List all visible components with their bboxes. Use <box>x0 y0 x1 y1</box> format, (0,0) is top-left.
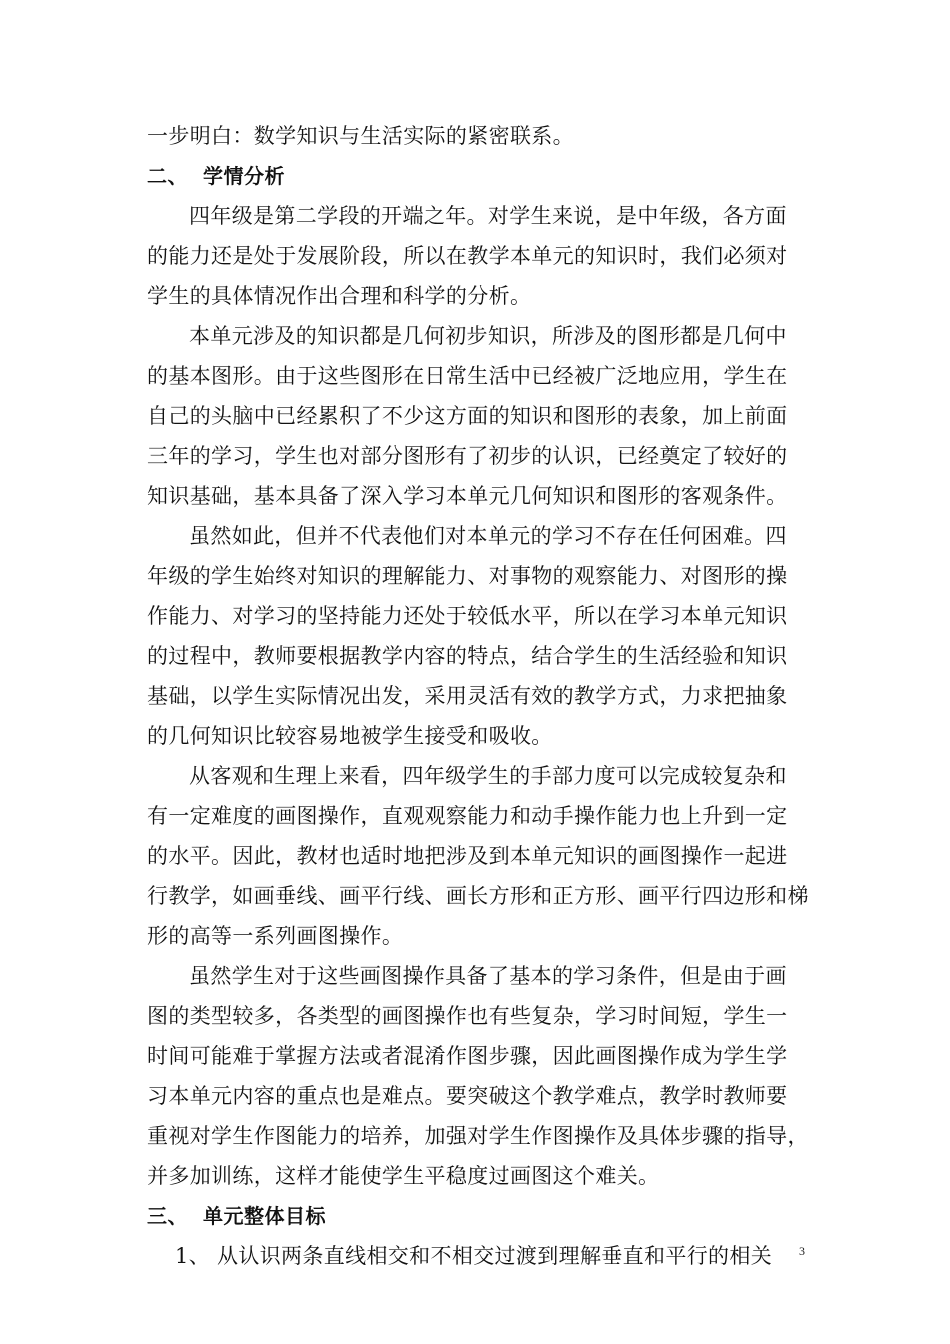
text-line: 的水平。因此，教材也适时地把涉及到本单元知识的画图操作一起进 <box>147 844 788 868</box>
text-line: 的过程中，教师要根据教学内容的特点，结合学生的生活经验和知识 <box>147 644 788 668</box>
page-number: 3 <box>799 1244 805 1258</box>
section-number: 二、 <box>147 164 188 188</box>
text-line: 虽然学生对于这些画图操作具备了基本的学习条件，但是由于画 <box>189 964 787 988</box>
section-title: 学情分析 <box>203 164 285 188</box>
text-line: 知识基础，基本具备了深入学习本单元几何知识和图形的客观条件。 <box>147 484 788 508</box>
list-item-text: 从认识两条直线相交和不相交过渡到理解垂直和平行的相关 <box>217 1244 773 1268</box>
text-line: 四年级是第二学段的开端之年。对学生来说，是中年级，各方面 <box>189 204 787 228</box>
text-line: 虽然如此，但并不代表他们对本单元的学习不存在任何困难。四 <box>189 524 787 548</box>
text-line: 形的高等一系列画图操作。 <box>147 924 404 948</box>
text-line: 作能力、对学习的坚持能力还处于较低水平，所以在学习本单元知识 <box>147 604 788 628</box>
text-line: 的几何知识比较容易地被学生接受和吸收。 <box>147 724 553 748</box>
section-number: 三、 <box>147 1204 188 1228</box>
text-line: 有一定难度的画图操作，直观观察能力和动手操作能力也上升到一定 <box>147 804 788 828</box>
text-line: 行教学，如画垂线、画平行线、画长方形和正方形、画平行四边形和梯 <box>147 884 809 908</box>
list-item-number: 1、 <box>175 1244 211 1268</box>
text-line: 三年的学习，学生也对部分图形有了初步的认识，已经奠定了较好的 <box>147 444 788 468</box>
text-line: 基础，以学生实际情况出发，采用灵活有效的教学方式，力求把抽象 <box>147 684 788 708</box>
text-line: 年级的学生始终对知识的理解能力、对事物的观察能力、对图形的操 <box>147 564 788 588</box>
paragraph <box>147 316 819 516</box>
text-line: 学生的具体情况作出合理和科学的分析。 <box>147 284 532 308</box>
paragraph <box>147 756 819 956</box>
paragraph <box>147 196 819 316</box>
list-item <box>147 1236 819 1276</box>
document-body <box>147 116 819 1276</box>
text-line: 自己的头脑中已经累积了不少这方面的知识和图形的表象，加上前面 <box>147 404 788 428</box>
intro-continuation: 一步明白：数学知识与生活实际的紧密联系。 <box>147 124 574 148</box>
section-heading-learner-analysis <box>147 156 819 196</box>
text-line: 的基本图形。由于这些图形在日常生活中已经被广泛地应用，学生在 <box>147 364 788 388</box>
text-line: 习本单元内容的重点也是难点。要突破这个教学难点，教学时教师要 <box>147 1084 788 1108</box>
text-line: 的能力还是处于发展阶段，所以在教学本单元的知识时，我们必须对 <box>147 244 788 268</box>
text-line: 本单元涉及的知识都是几何初步知识，所涉及的图形都是几何中 <box>189 324 787 348</box>
text-line: 从客观和生理上来看，四年级学生的手部力度可以完成较复杂和 <box>189 764 787 788</box>
section-title: 单元整体目标 <box>203 1204 326 1228</box>
text-line: 重视对学生作图能力的培养，加强对学生作图操作及具体步骤的指导， <box>147 1124 809 1148</box>
section-heading-unit-goals <box>147 1196 819 1236</box>
paragraph <box>147 956 819 1196</box>
text-line: 时间可能难于掌握方法或者混淆作图步骤，因此画图操作成为学生学 <box>147 1044 788 1068</box>
text-line: 并多加训练，这样才能使学生平稳度过画图这个难关。 <box>147 1164 660 1188</box>
text-line: 图的类型较多，各类型的画图操作也有些复杂，学习时间短，学生一 <box>147 1004 788 1028</box>
paragraph <box>147 516 819 756</box>
